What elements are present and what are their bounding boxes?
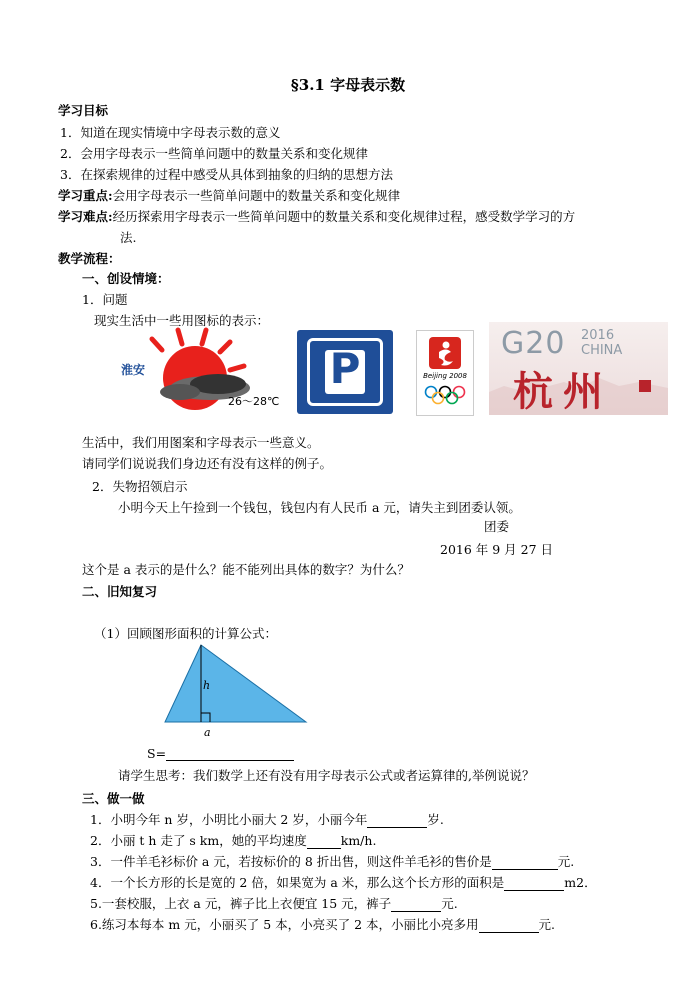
exercise-text: 2．小丽 t h 走了 s km，她的平均速度: [90, 833, 307, 848]
section1-p1: 生活中，我们用图案和字母表示一些意义。: [82, 435, 320, 450]
section3-heading: 三、做一做: [82, 791, 145, 806]
difficulty-text-cont: 法.: [120, 230, 137, 245]
objective-item: 1．知道在现实情境中字母表示数的意义: [60, 125, 281, 140]
g20-year: 2016: [581, 328, 615, 343]
answer-blank[interactable]: [367, 815, 427, 828]
section1-question: 这个是 a 表示的是什么？能不能列出具体的数字？为什么？: [82, 562, 410, 577]
exercise-text: 元.: [557, 854, 575, 869]
section1-sub2: 2．失物招领启示: [92, 479, 188, 494]
section1-heading: 一、创设情境：: [82, 271, 170, 286]
g20-country: CHINA: [581, 343, 623, 358]
exercise-text: 1．小明今年 n 岁，小明比小丽大 2 岁，小丽今年: [90, 812, 368, 827]
notice-date: 2016 年 9 月 27 日: [440, 542, 554, 557]
section2-item: （1）回顾图形面积的计算公式：: [94, 626, 277, 641]
g20-text: G20: [501, 326, 566, 361]
page-title: §3.1 字母表示数: [290, 76, 406, 94]
section2-think: 请学生思考：我们数学上还有没有用字母表示公式或者运算律的,举例说说？: [118, 768, 535, 783]
key-point: [58, 186, 400, 204]
exercise-text: 4．一个长方形的长是宽的 2 倍，如果宽为 a 米，那么这个长方形的面积是: [90, 875, 505, 890]
section1-sub1: 1．问题: [82, 292, 128, 307]
exercise-4: [90, 873, 597, 891]
section1-p2: 请同学们说说我们身边还有没有这样的例子。: [82, 456, 333, 471]
answer-blank[interactable]: [504, 878, 564, 891]
exercise-text: 岁.: [427, 812, 444, 827]
exercise-text: 6.练习本每本 m 元，小丽买了 5 本，小亮买了 2 本，小丽比小亮多用: [90, 917, 479, 932]
exercise-3: [90, 852, 574, 870]
triangle-height-label: h: [203, 679, 211, 692]
triangle-base-label: a: [204, 726, 211, 739]
exercise-text: 元.: [441, 896, 458, 911]
parking-letter: P: [329, 344, 361, 393]
difficulty: [58, 207, 575, 225]
answer-blank[interactable]: [492, 857, 558, 870]
answer-blank[interactable]: [391, 899, 441, 912]
olympic-rings-icon: [423, 385, 467, 405]
answer-blank[interactable]: [479, 920, 539, 933]
lost-found-notice: 小明今天上午捡到一个钱包，钱包内有人民币 a 元，请失主到团委认领。: [118, 500, 521, 515]
section1-intro: 现实生活中一些用图标的表示：: [94, 313, 270, 328]
exercise-text: 元.: [538, 917, 556, 932]
section2-heading: 二、旧知复习: [82, 584, 158, 599]
triangle-figure: [165, 645, 310, 735]
key-point-label: 学习重点:: [58, 188, 113, 203]
exercise-text: km/h.: [340, 833, 377, 848]
exercise-6: [90, 915, 555, 933]
difficulty-text: 经历探索用字母表示一些简单问题中的数量关系和变化规律过程，感受数学学习的方: [112, 209, 576, 224]
weather-temp: 26～28℃: [228, 395, 280, 408]
g20-city: 杭州: [513, 368, 613, 415]
g20-seal-icon: [639, 380, 651, 392]
flow-heading: 教学流程：: [58, 251, 121, 266]
exercise-1: [90, 810, 444, 828]
parking-sign-icon: [297, 330, 393, 414]
exercise-5: [90, 894, 458, 912]
exercise-text: m2．: [564, 875, 597, 890]
area-formula: [147, 746, 294, 761]
formula-label: S=: [147, 746, 167, 761]
olympic-text: Beijing 2008: [423, 372, 467, 380]
key-point-text: 会用字母表示一些简单问题中的数量关系和变化规律: [112, 188, 401, 203]
g20-logo: [489, 322, 668, 415]
objectives-heading: 学习目标: [58, 103, 109, 118]
olympic-logo: [416, 330, 474, 416]
objective-item: 3．在探索规律的过程中感受从具体到抽象的归纳的思想方法: [60, 167, 393, 182]
exercise-2: [90, 831, 376, 849]
exercise-text: 3．一件羊毛衫标价 a 元，若按标价的 8 折出售，则这件羊毛衫的售价是: [90, 854, 492, 869]
notice-sign: 团委: [484, 519, 510, 534]
formula-blank[interactable]: [166, 748, 294, 761]
answer-blank[interactable]: [307, 836, 341, 849]
weather-city: 淮安: [121, 363, 146, 377]
objective-item: 2．会用字母表示一些简单问题中的数量关系和变化规律: [60, 146, 368, 161]
exercise-text: 5.一套校服，上衣 a 元，裤子比上衣便宜 15 元，裤子: [90, 896, 392, 911]
difficulty-label: 学习难点:: [58, 209, 113, 224]
